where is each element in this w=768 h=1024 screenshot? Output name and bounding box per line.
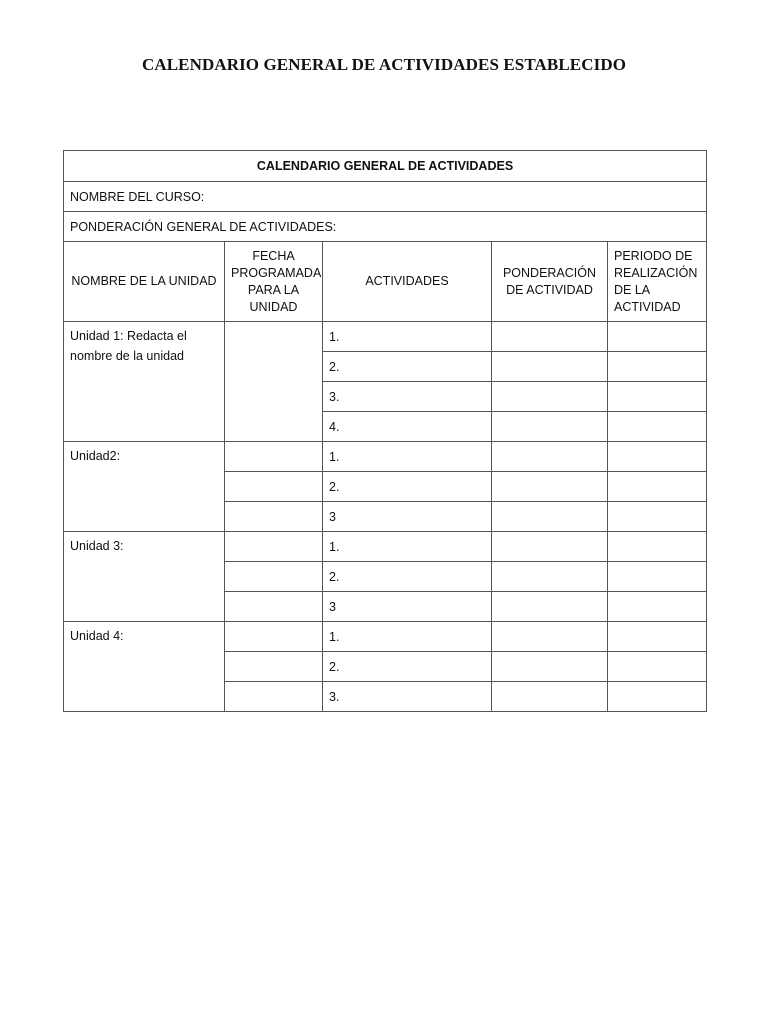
scheduled-date-cell [225,622,323,652]
table-row [64,442,707,472]
document-title: CALENDARIO GENERAL DE ACTIVIDADES ESTABLECIDO [141,55,627,74]
activity-weight-cell [492,652,608,682]
activity-cell: 1. [323,322,492,352]
period-cell [608,532,707,562]
activity-weight-cell [492,382,608,412]
unit-name-cell: Unidad 1: Redacta el nombre de la unidad [64,322,225,442]
table-row [64,322,707,352]
activity-weight-cell [492,442,608,472]
activities-calendar-table [63,150,707,712]
period-cell [608,352,707,382]
activity-cell: 1. [323,622,492,652]
course-name-row [64,182,707,212]
activity-weight-cell [492,352,608,382]
scheduled-date-cell [225,472,323,502]
activity-weight-cell [492,682,608,712]
activity-cell: 2. [323,472,492,502]
period-cell [608,622,707,652]
scheduled-date-cell [225,322,323,442]
activity-weight-cell [492,532,608,562]
scheduled-date-cell [225,532,323,562]
unit-name-cell: Unidad2: [64,442,225,532]
header-unit-name: NOMBRE DE LA UNIDAD [64,242,225,322]
period-cell [608,592,707,622]
general-weighting-label: PONDERACIÓN GENERAL DE ACTIVIDADES: [64,212,707,242]
period-cell [608,412,707,442]
activity-cell: 4. [323,412,492,442]
period-cell [608,682,707,712]
scheduled-date-cell [225,592,323,622]
table-title: CALENDARIO GENERAL DE ACTIVIDADES [64,151,707,182]
header-activities: ACTIVIDADES [323,242,492,322]
table-title-row [64,151,707,182]
period-cell [608,322,707,352]
scheduled-date-cell [225,442,323,472]
general-weighting-row [64,212,707,242]
period-cell [608,442,707,472]
activity-cell: 2. [323,352,492,382]
scheduled-date-cell [225,562,323,592]
unit-name-cell: Unidad 4: [64,622,225,712]
activity-cell: 1. [323,532,492,562]
activity-weight-cell [492,592,608,622]
period-cell [608,502,707,532]
table-row [64,622,707,652]
activity-weight-cell [492,322,608,352]
header-activity-weight: PONDERACIÓN DE ACTIVIDAD [492,242,608,322]
activity-weight-cell [492,562,608,592]
activity-cell: 2. [323,562,492,592]
period-cell [608,472,707,502]
activity-weight-cell [492,472,608,502]
activity-weight-cell [492,412,608,442]
activity-weight-cell [492,622,608,652]
scheduled-date-cell [225,502,323,532]
course-name-label: NOMBRE DEL CURSO: [64,182,707,212]
unit-name-cell: Unidad 3: [64,532,225,622]
period-cell [608,562,707,592]
activity-cell: 3 [323,592,492,622]
table-row [64,532,707,562]
scheduled-date-cell [225,652,323,682]
activity-cell: 3 [323,502,492,532]
activity-weight-cell [492,502,608,532]
header-scheduled-date: FECHA PROGRAMADA PARA LA UNIDAD [225,242,323,322]
column-header-row [64,242,707,322]
scheduled-date-cell [225,682,323,712]
activity-cell: 2. [323,652,492,682]
period-cell [608,382,707,412]
activity-cell: 3. [323,382,492,412]
period-cell [608,652,707,682]
activity-cell: 3. [323,682,492,712]
units-body [64,322,707,712]
activity-cell: 1. [323,442,492,472]
header-period: PERIODO DE REALIZACIÓN DE LA ACTIVIDAD [608,242,707,322]
